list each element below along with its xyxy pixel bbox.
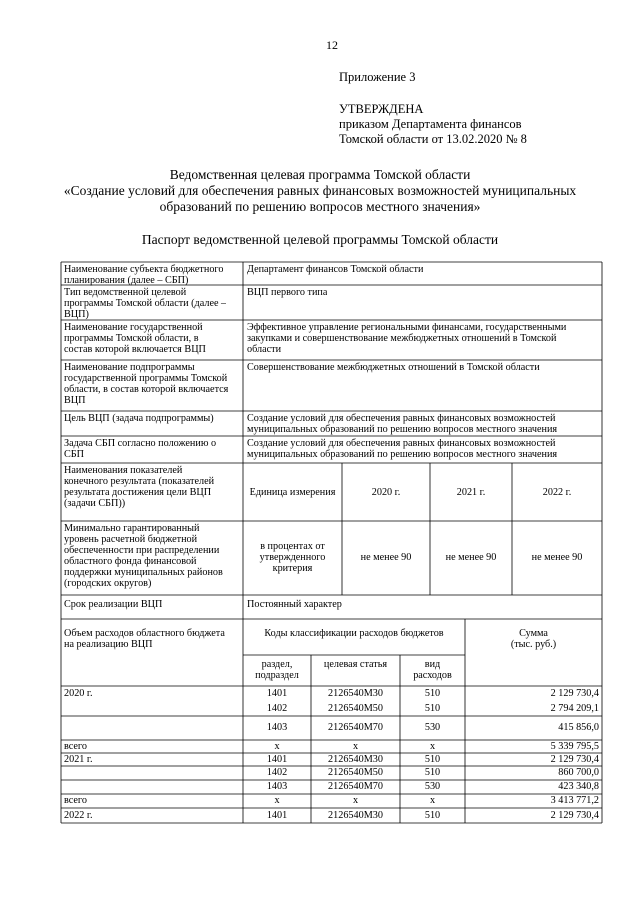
budget-target: 2126540M30 xyxy=(328,754,383,765)
budget-sum: 2 129 730,4 xyxy=(550,754,599,765)
indicator-value-2021: не менее 90 xyxy=(445,552,497,563)
budget-section: 1403 xyxy=(266,722,288,733)
target-subheader: целевая статья xyxy=(323,659,388,670)
budget-target: х xyxy=(352,741,359,752)
budget-target: х xyxy=(352,795,359,806)
budget-sum: 415 856,0 xyxy=(558,722,599,733)
budget-section: 1401 xyxy=(266,688,288,699)
page-number: 12 xyxy=(326,38,338,52)
row-type-label: Тип ведомственной целевой программы Томской области (далее – ВЦП) xyxy=(64,287,227,320)
period-value: Постоянный характер xyxy=(247,599,342,610)
sum-header: Сумма (тыс. руб.) xyxy=(510,628,557,650)
budget-year: всего xyxy=(64,795,87,806)
budget-type: 510 xyxy=(424,754,441,765)
row-task-value: Создание условий для обеспечения равных финансовых возможностей муниципальных образований по решению вопросов местного значения xyxy=(247,438,558,460)
row-goal-value: Создание условий для обеспечения равных финансовых возможностей муниципальных образований по решению вопросов местного значения xyxy=(247,413,558,435)
row-sbp-label: Наименование субъекта бюджетного планирования (далее – СБП) xyxy=(64,264,224,286)
row-task-label: Задача СБП согласно положению о СБП xyxy=(64,438,217,460)
indicator-value-2022: не менее 90 xyxy=(531,552,583,563)
row-sbp-value: Департамент финансов Томской области xyxy=(247,264,424,275)
indicator-unit: в процентах от утвержденного критерия xyxy=(259,541,326,574)
year-header-2021: 2021 г. xyxy=(456,487,486,498)
budget-type: х xyxy=(429,795,436,806)
budget-section: 1402 xyxy=(266,767,288,778)
budget-type: х xyxy=(429,741,436,752)
row-subprogram-label: Наименование подпрограммы государственной программы Томской области, в состав которой включается ВЦП xyxy=(64,362,229,406)
approved-label: УТВЕРЖДЕНА xyxy=(339,102,424,116)
budget-type: 510 xyxy=(424,703,441,714)
budget-target: 2126540M50 xyxy=(328,703,383,714)
program-title-line-3: образований по решению вопросов местного значения» xyxy=(159,199,481,214)
row-state-program-label: Наименование государственной программы Томской области, в состав которой включается ВЦП xyxy=(64,322,206,355)
budget-section: 1402 xyxy=(266,703,288,714)
budget-section: 1401 xyxy=(266,754,288,765)
row-goal-label: Цель ВЦП (задача подпрограммы) xyxy=(64,413,214,424)
budget-sum: 2 794 209,1 xyxy=(550,703,599,714)
budget-sum: 5 339 795,5 xyxy=(550,741,599,752)
budget-target: 2126540M50 xyxy=(328,767,383,778)
budget-year: 2022 г. xyxy=(64,810,93,821)
type-subheader: вид расходов xyxy=(413,659,452,681)
period-label: Срок реализации ВЦП xyxy=(64,599,163,610)
program-title-line-2: «Создание условий для обеспечения равных финансовых возможностей муниципальных xyxy=(63,183,577,198)
passport-title: Паспорт ведомственной целевой программы Томской области xyxy=(141,232,499,247)
budget-sum: 2 129 730,4 xyxy=(550,688,599,699)
codes-header: Коды классификации расходов бюджетов xyxy=(264,628,444,639)
order-line-2: Томской области от 13.02.2020 № 8 xyxy=(339,132,527,146)
budget-year: 2020 г. xyxy=(64,688,93,699)
budget-section: 1403 xyxy=(266,781,288,792)
indicator-value-2020: не менее 90 xyxy=(360,552,412,563)
row-subprogram-value: Совершенствование межбюджетных отношений в Томской области xyxy=(247,362,540,373)
budget-section: х xyxy=(274,741,280,752)
year-header-2020: 2020 г. xyxy=(371,487,401,498)
budget-sum: 3 413 771,2 xyxy=(550,795,599,806)
budget-type: 530 xyxy=(424,722,441,733)
year-header-2022: 2022 г. xyxy=(542,487,572,498)
indicators-header-label: Наименования показателей конечного результата (показателей результата достижения цели ВЦП (задачи СБП)) xyxy=(64,465,215,509)
program-title-line-1: Ведомственная целевая программа Томской области xyxy=(169,167,471,182)
budget-target: 2126540M30 xyxy=(328,688,383,699)
row-state-program-value: Эффективное управление региональными финансами, государственными закупками и совершенствование межбюджетных отношений в Томской области xyxy=(247,322,567,355)
budget-label: Объем расходов областного бюджета на реализацию ВЦП xyxy=(64,628,225,650)
budget-year: всего xyxy=(64,741,87,752)
budget-type: 510 xyxy=(424,767,441,778)
budget-section: х xyxy=(274,795,280,806)
budget-type: 510 xyxy=(424,810,441,821)
budget-target: 2126540M30 xyxy=(328,810,383,821)
indicator-label: Минимально гарантированный уровень расчетной бюджетной обеспеченности при распределении областного фонда финансовой поддержки муниципальных районов (городских округов) xyxy=(64,523,223,589)
appendix-label: Приложение 3 xyxy=(339,70,416,84)
budget-year: 2021 г. xyxy=(64,754,93,765)
budget-target: 2126540M70 xyxy=(328,781,383,792)
budget-sum: 860 700,0 xyxy=(558,767,599,778)
budget-sum: 423 340,8 xyxy=(558,781,599,792)
budget-sum: 2 129 730,4 xyxy=(550,810,599,821)
budget-target: 2126540M70 xyxy=(328,722,383,733)
budget-section: 1401 xyxy=(266,810,288,821)
unit-header: Единица измерения xyxy=(249,487,336,498)
budget-type: 530 xyxy=(424,781,441,792)
row-type-value: ВЦП первого типа xyxy=(247,287,328,298)
section-subheader: раздел, подраздел xyxy=(255,659,299,681)
budget-type: 510 xyxy=(424,688,441,699)
order-line-1: приказом Департамента финансов xyxy=(339,117,522,131)
